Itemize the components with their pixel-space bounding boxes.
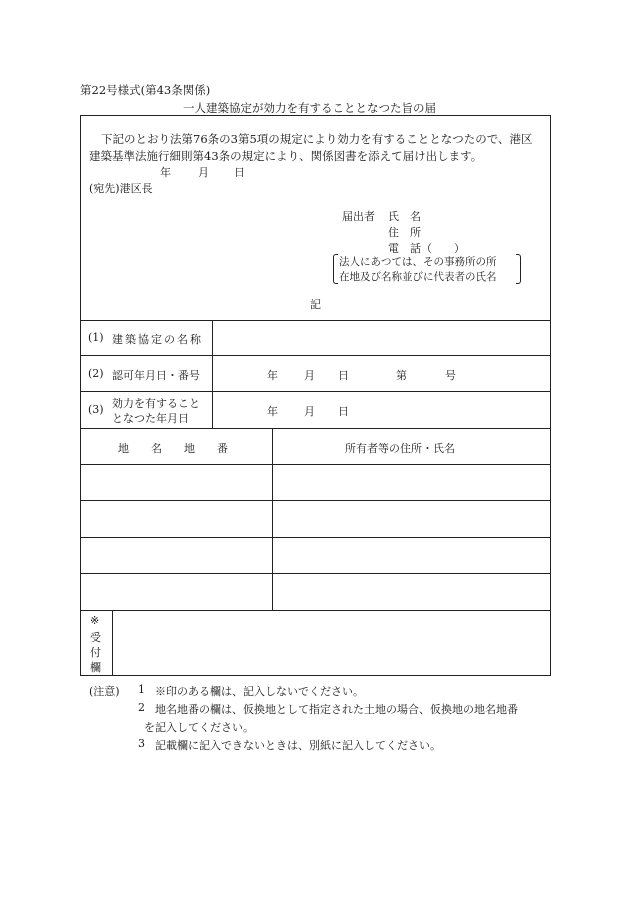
intro-text-line1: 下記のとおり法第76条の3第5項の規定により効力を有することとなつたので、港区 (101, 132, 533, 146)
bracket-left (333, 254, 338, 284)
note-1-number: 1 (138, 683, 145, 696)
row2-go-label: 号 (445, 369, 456, 382)
note-2-text-line1: 地名地番の欄は、仮換地として指定された土地の場合、仮換地の地名地番 (155, 703, 518, 716)
row2-day-label: 日 (338, 369, 349, 382)
owner-cell-4[interactable] (275, 575, 549, 608)
row2-month-label: 月 (304, 369, 315, 382)
row2-label: 認可年月日・番号 (112, 369, 200, 382)
land-lot-cell-2[interactable] (82, 502, 270, 535)
land-lot-cell-4[interactable] (82, 575, 270, 608)
row2-dai-label: 第 (396, 369, 407, 382)
note-2-number: 2 (138, 701, 145, 714)
land-lot-header: 地 名 地 番 (118, 442, 228, 455)
divider-table-row4-top (80, 573, 551, 574)
land-lot-cell-3[interactable] (82, 539, 270, 571)
owner-cell-2[interactable] (275, 502, 549, 535)
form-title: 一人建築協定が効力を有することとなつた旨の届 (183, 101, 436, 115)
form-number: 第22号様式(第43条関係) (80, 83, 211, 97)
row1-label: 建築協定の名称 (112, 333, 203, 346)
row3-label-line1: 効力を有すること (112, 397, 200, 410)
notifier-label: 届出者 (342, 210, 375, 223)
date-day-label: 日 (234, 166, 245, 179)
row3-year-label: 年 (267, 405, 278, 418)
row3-number: (3) (88, 403, 104, 416)
approval-date-number-field[interactable] (220, 359, 544, 387)
note-3-number: 3 (138, 737, 145, 750)
reception-char-ran: 欄 (90, 661, 101, 674)
corp-note-line2: 在地及び名称並びに代表者の氏名 (339, 271, 497, 283)
addressee: (宛先)港区長 (89, 182, 153, 195)
corp-note-line1: 法人にあつては、その事務所の所 (339, 256, 497, 268)
divider-table-column (272, 428, 273, 610)
divider-row1-top (80, 320, 551, 321)
notes-heading: (注意) (89, 685, 120, 698)
divider-row2-top (80, 355, 551, 356)
divider-table-row2-top (80, 500, 551, 501)
row3-month-label: 月 (304, 405, 315, 418)
row2-year-label: 年 (267, 369, 278, 382)
ki-mark: 記 (310, 298, 321, 311)
date-year-label: 年 (160, 166, 171, 179)
reception-char-tsuke: 付 (90, 646, 101, 659)
land-lot-cell-1[interactable] (82, 466, 270, 498)
divider-reception-column (112, 610, 113, 676)
owner-cell-3[interactable] (275, 539, 549, 571)
note-1-text: ※印のある欄は、記入しないでください。 (155, 685, 364, 698)
effective-date-field[interactable] (220, 395, 544, 424)
row1-number: (1) (88, 331, 104, 344)
bracket-right (516, 254, 521, 284)
notifier-address-field[interactable]: 住 所 (388, 226, 421, 239)
reception-mark: ※ (90, 614, 100, 627)
owner-header: 所有者等の住所・氏名 (345, 442, 455, 455)
row3-day-label: 日 (338, 405, 349, 418)
date-month-label: 月 (198, 166, 209, 179)
notifier-phone-field[interactable]: 電 話（ ） (388, 242, 465, 255)
agreement-name-field[interactable] (220, 324, 544, 352)
reception-area (115, 612, 549, 674)
divider-table-header-top (80, 428, 551, 429)
divider-reception-top (80, 610, 551, 611)
reception-char-uke: 受 (90, 631, 101, 644)
owner-cell-1[interactable] (275, 466, 549, 498)
divider-table-row3-top (80, 537, 551, 538)
note-2-text-line2: を記入してください。 (144, 721, 254, 734)
row3-label-line2: となつた年月日 (112, 412, 189, 425)
intro-text-line2: 建築基準法施行細則第43条の規定により、関係図書を添えて届け出します。 (89, 149, 483, 163)
divider-label-column (212, 320, 213, 428)
divider-row3-top (80, 391, 551, 392)
row2-number: (2) (88, 367, 104, 380)
divider-table-row1-top (80, 464, 551, 465)
note-3-text: 記載欄に記入できないときは、別紙に記入してください。 (155, 739, 441, 752)
notifier-name-field[interactable]: 氏 名 (388, 210, 421, 223)
